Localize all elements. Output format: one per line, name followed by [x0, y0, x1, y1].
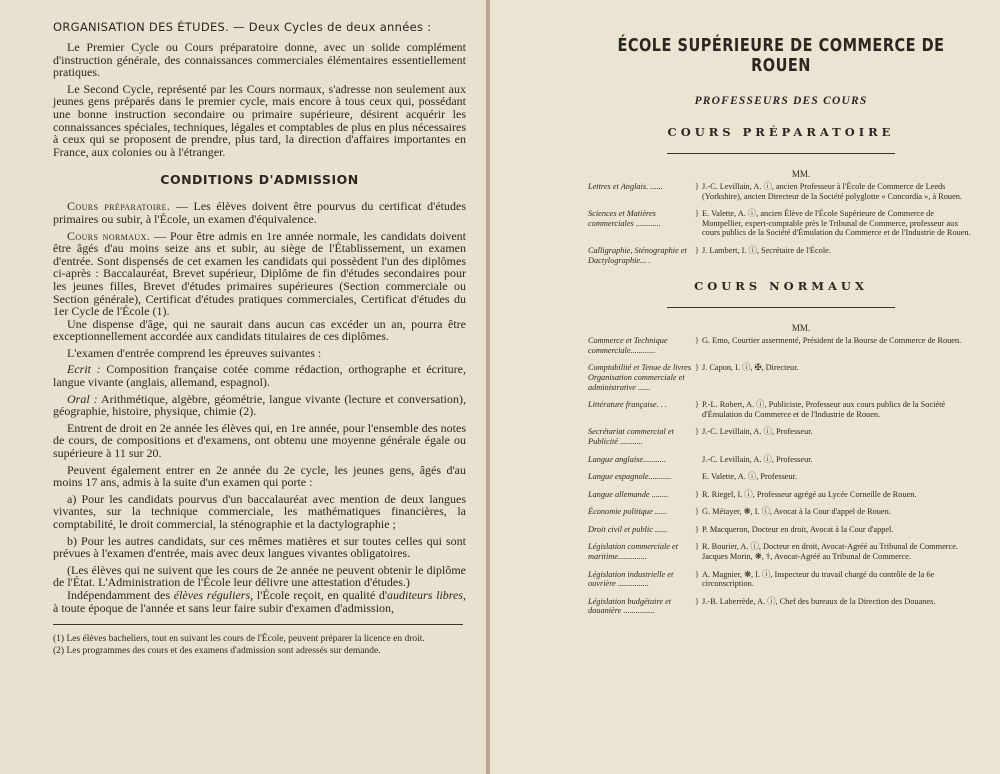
subject: Sciences et Matières commerciales ............ [588, 209, 661, 228]
brace: } [695, 209, 699, 219]
professor: J.-B. Laberrède, A. ⓘ, Chef des bureaux de la Direction des Douanes. [702, 596, 936, 606]
list-item [588, 336, 974, 355]
professeurs-heading: PROFESSEURS DES COURS [694, 95, 868, 107]
mm-label: MM. [791, 323, 811, 334]
brace: } [695, 245, 699, 255]
professor: P.-L. Robert, A. ⓘ, Publiciste, Professeur aux cours publics de la Société d'Émulation du Commerce et de l'Industrie de Rouen. [702, 400, 946, 419]
subject: Langue allemande ........ [588, 489, 669, 499]
left-page [0, 0, 486, 774]
brace: } [695, 524, 699, 534]
mm-label: MM. [791, 169, 811, 179]
list-item [588, 182, 974, 201]
subject: Lettres et Anglais. ...... [588, 182, 663, 191]
subject: Législation industrielle et ouvrière ............... [588, 569, 674, 589]
list-item [588, 209, 974, 238]
cours-normaux-heading: COURS NORMAUX [694, 279, 868, 294]
paragraph-cours-normaux [53, 230, 466, 318]
text-oral: Arithmétique, algèbre, géométrie, langue vivante (lecture et conversation), géographie, histoire, physique, chimie (2). [53, 391, 466, 419]
list-item [588, 542, 974, 561]
paragraph-peuvent: Peuvent également entrer en 2e année du 2e cycle, les jeunes gens, âgés d'au moins 17 ans, admis à la suite d'un examen qui porte : [53, 462, 466, 490]
text-ecrit: Composition française cotée comme rédaction, orthographe et écriture, langue vivante (anglais, allemand, espagnol). [53, 362, 466, 390]
brace: } [695, 569, 699, 579]
subject: Législation commerciale et maritime.............. [588, 542, 679, 562]
paragraph-premier-cycle: Le Premier Cycle ou Cours préparatoire donne, avec un solide complément d'instruction générale, des connaissances commerciales élémentaires essentiellement pratiques. [53, 40, 466, 80]
paragraph-droit-2e-annee: Entrent de droit en 2e année les élèves qui, en 1re année, pour l'ensemble des notes de cours, de compositions et d'examens, ont obtenu une moyenne générale égale ou supérieure à 11 sur 20. [53, 420, 466, 461]
cours-preparatoire-heading: COURS PRÉPARATOIRE [667, 125, 895, 139]
subject: Langue espagnole........... [588, 472, 672, 482]
label-oral: Oral : [67, 391, 98, 406]
text-toute-epoque: à toute époque de l'année et sans leur faire subir d'examen d'admission, [53, 600, 395, 615]
subject: Littérature française. . . [588, 400, 667, 410]
brace: } [695, 596, 699, 606]
text-cours-normaux: — Pour être admis en 1re année normale, les candidats doivent être âgés d'au moins seize ans et subir, au siège de l'Établissement, un examen d'entrée. Sont dispensés de cet examen les candidats qui possèdent l'un des diplômes ci-après : Baccalauréat, Brevet supérieur, Diplôme de fin d'études secondaires pour les jeunes filles, Brevet d'études primaires supérieures (Section commerciale ou Section générale), Certificat d'études pratiques commerciales, Certificat d'études du 1er Cycle de l'École (1). [53, 228, 466, 319]
brace: } [695, 427, 699, 437]
list-item [588, 507, 974, 517]
brace: } [695, 507, 699, 517]
paragraph-dispense: Une dispense d'âge, qui ne saurait dans aucun cas excéder un an, pourra être exceptionnellement accordée aux candidats titulaires de ces diplômes. [53, 316, 466, 344]
subject: Secrétariat commercial et Publicité ........... [588, 427, 674, 446]
footnote-2: (2) Les programmes des cours et des examens d'admission sont adressés sur demande. [53, 645, 381, 656]
paragraph-examen: L'examen d'entrée comprend les épreuves suivantes : [67, 345, 322, 360]
subject: Comptabilité et Tenue de livres Organisation commerciale et administrative ...... [588, 363, 692, 392]
professor: R. Bourier, A. ⓘ, Docteur en droit, Avocat-Agréé au Tribunal de Commerce. Jacques Morin, ❋, ⚕, Avocat-Agréé au Tribunal de Commerce. [702, 542, 958, 562]
list-item [588, 455, 974, 465]
text-cours-preparatoire: — Les élèves doivent être pourvus du certificat d'études primaires ou subir, à l'École, un examen d'équivalence. [53, 199, 466, 226]
brace: } [695, 400, 699, 410]
right-page [490, 0, 1000, 774]
professor: J.-C. Levillain, A. ⓘ, ancien Professeur à l'École de Commerce de Leeds (Yorkshire), ancien Directeur de la Société polyglotte « Concordia », à Rouen. [702, 182, 962, 201]
brace: } [695, 182, 699, 191]
professor: E. Valette, A. ⓘ, ancien Élève de l'École Supérieure de Commerce de Montpellier, expert-comptable près le Tribunal de Commerce, professeur aux cours publics de la Société d'Émulation du Commerce et de l'Industrie de Rouen. [702, 209, 971, 238]
subject: Droit civil et public ...... [588, 524, 668, 534]
paragraph-attestation: (Les élèves qui ne suivent que les cours de 2e année ne peuvent obtenir le diplôme de l'État. L'Administration de l'École leur délivre une attestation d'études.) [53, 562, 466, 590]
list-item [588, 525, 974, 535]
professor: J. Capon, I. ⓘ, ✠, Directeur. [702, 363, 799, 373]
paragraph-b: b) Pour les autres candidats, sur ces mêmes matières et sur toutes celles qui sont prévues à l'examen d'entrée, mais avec deux langues vivantes obligatoires. [53, 533, 466, 561]
professor: R. Riegel, I. ⓘ, Professeur agrégé au Lycée Corneille de Rouen. [702, 489, 917, 499]
paragraph-cours-preparatoire [53, 200, 466, 225]
subject: Langue anglaise........... [588, 454, 666, 464]
paragraph-auditeurs [53, 589, 466, 614]
professor: A. Magnier, ❋, I. ⓘ, Inspecteur du travail chargé du contrôle de la 6e circonscription. [702, 569, 935, 589]
paragraph-a: a) Pour les candidats pourvus d'un baccalauréat avec mention de deux langues vivantes, sur la technique commerciale, les mathématiques financières, la comptabilité, le droit commercial, la sténographie et la dactylographie ; [53, 491, 466, 531]
list-item [588, 472, 974, 482]
brace: } [695, 542, 699, 552]
paragraph-oral [53, 393, 466, 418]
label-cours-preparatoire: Cours préparatoire. [67, 199, 171, 214]
professor: P. Macqueron, Docteur en droit, Avocat à la Cour d'appel. [702, 524, 894, 534]
normaux-list [588, 336, 974, 616]
brace: } [695, 363, 699, 373]
professor: G. Métayer, ❋, I. ⓘ, Avocat à la Cour d'appel de Rouen. [702, 507, 891, 517]
text-independamment: Indépendamment des [67, 587, 174, 602]
preparatoire-list [588, 182, 974, 265]
organisation-heading: ORGANISATION DES ÉTUDES. — Deux Cycles de deux années : [53, 20, 432, 34]
list-item [588, 427, 974, 446]
professor: J.-C. Levillain, A. ⓘ, Professeur. [702, 427, 813, 437]
professor: J.-C. Levillain, A. ⓘ, Professeur. [702, 454, 813, 464]
list-item [588, 363, 974, 392]
list-item [588, 246, 974, 265]
professor: E. Valette, A. ⓘ, Professeur. [702, 472, 798, 482]
subject: Législation budgétaire et douanière ............... [588, 596, 672, 616]
text-ecole-recoit: l'École reçoit, en qualité d' [253, 587, 388, 602]
paragraph-ecrit [53, 363, 466, 388]
subject: Économie politique ...... [588, 507, 668, 517]
section-divider [667, 153, 895, 154]
text-auditeurs-libres: auditeurs libres, [387, 587, 466, 602]
list-item [588, 597, 974, 616]
professor: G. Emo, Courtier assermenté, Président de la Bourse de Commerce de Rouen. [702, 336, 962, 346]
label-ecrit: Ecrit : [67, 362, 101, 377]
section-divider [667, 307, 895, 308]
brace: } [695, 489, 699, 499]
brace: } [695, 336, 699, 346]
footnote-1: (1) Les élèves bacheliers, tout en suivant les cours de l'École, peuvent préparer la licence en droit. [53, 634, 425, 645]
label-cours-normaux: Cours normaux. [67, 228, 151, 243]
text-eleves-reguliers: élèves réguliers, [173, 587, 254, 602]
school-title: ÉCOLE SUPÉRIEURE DE COMMERCE DE ROUEN [617, 36, 945, 76]
list-item [588, 400, 974, 419]
subject: Calligraphie, Sténographie et Dactylographie... . [588, 245, 687, 265]
subject: Commerce et Technique commerciale............ [588, 336, 668, 355]
footnote-divider [53, 624, 463, 625]
conditions-heading: CONDITIONS D'ADMISSION [160, 172, 359, 188]
list-item [588, 490, 974, 500]
professor: J. Lambert, I. ⓘ, Secrétaire de l'École. [702, 245, 831, 255]
list-item [588, 570, 974, 589]
paragraph-second-cycle: Le Second Cycle, représenté par les Cours normaux, s'adresse non seulement aux jeunes gens préparés dans le premier cycle, mais encore à tous ceux qui, possédant une bonne instruction secondaire ou primaire supérieure, désirent acquérir les connaissances spéciales, techniques, légales et comptables de plus en plus nécessaires à ceux qui se proposent de prendre, plus tard, la direction d'affaires importantes en France, aux colonies ou à l'étranger. [53, 81, 466, 159]
